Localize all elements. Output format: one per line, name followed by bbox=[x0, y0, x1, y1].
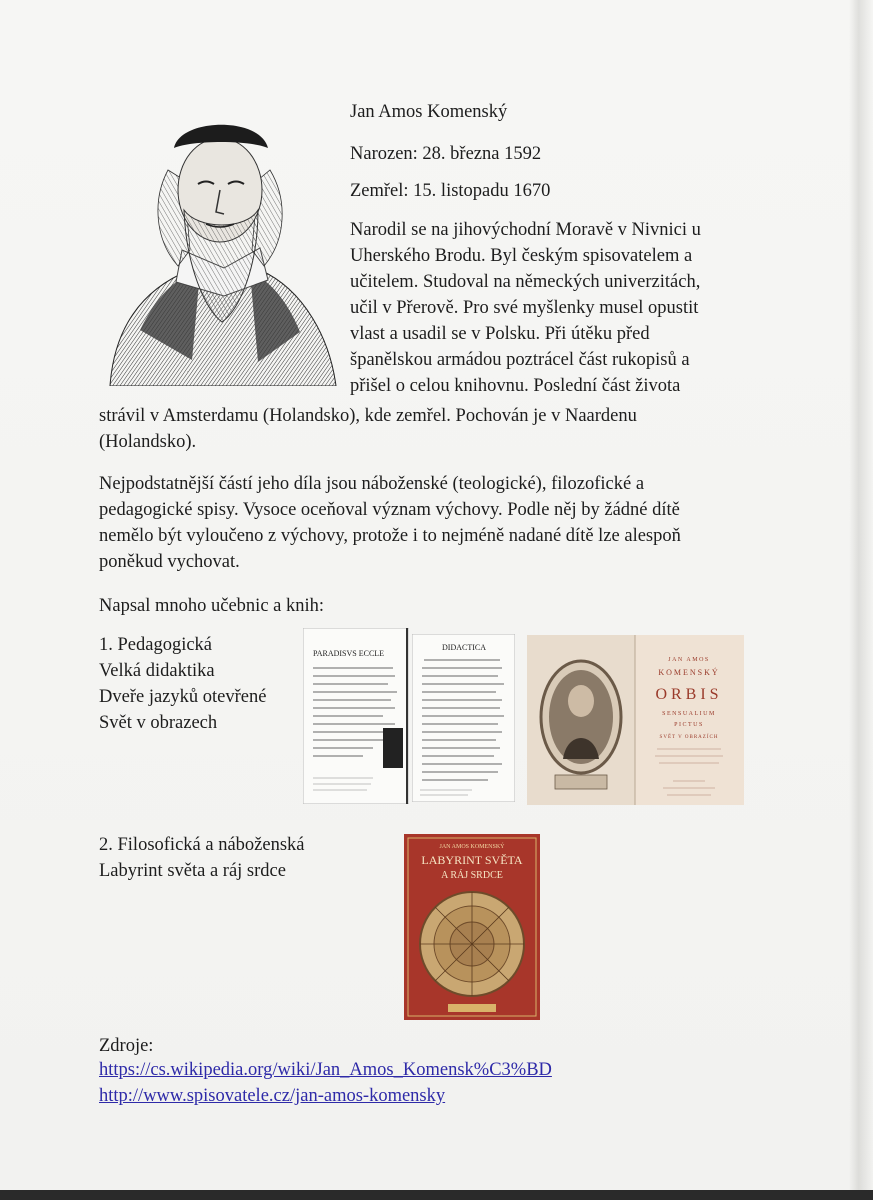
books-intro: Napsal mnoho učebnic a knih: bbox=[99, 596, 325, 616]
orbis-subtitle-2: PICTUS bbox=[674, 722, 704, 728]
bio-line: vlast a usadil se v Polsku. Při útěku před bbox=[350, 324, 650, 344]
category-title: 2. Filosofická a náboženská bbox=[99, 835, 305, 855]
category-title: 1. Pedagogická bbox=[99, 635, 213, 655]
orbis-subtitle-3: SVĚT V OBRAZÍCH bbox=[659, 735, 719, 740]
work-line: pedagogické spisy. Vysoce oceňoval význam výchovy. Podle něj by žádné dítě bbox=[99, 500, 680, 520]
sources-links bbox=[99, 1057, 552, 1109]
manuscript-didactica-image bbox=[412, 634, 515, 802]
work-line: Nejpodstatnější částí jeho díla jsou náboženské (teologické), filozofické a bbox=[99, 474, 645, 494]
person-name: Jan Amos Komenský bbox=[350, 102, 508, 122]
portrait-engraving bbox=[100, 100, 340, 386]
work-line: poněkud vychovat. bbox=[99, 552, 240, 572]
bio-line: učitelem. Studoval na německých univerzitách, bbox=[350, 272, 701, 292]
category-pedagogical bbox=[99, 632, 266, 736]
bio-paragraph-full bbox=[99, 403, 779, 455]
bio-paragraph-right bbox=[350, 217, 745, 399]
bio-line: (Holandsko). bbox=[99, 432, 197, 452]
labyrint-author: JAN AMOS KOMENSKÝ bbox=[439, 844, 505, 850]
orbis-subtitle-1: SENSUALIUM bbox=[662, 711, 716, 717]
orbis-author-top: JAN AMOS bbox=[668, 657, 710, 663]
source-link-wikipedia[interactable]: https://cs.wikipedia.org/wiki/Jan_Amos_Komensk%C3%BD bbox=[99, 1060, 552, 1080]
labyrint-title-1: LABYRINT SVĚTA bbox=[421, 853, 523, 867]
bio-line: učil v Přerově. Pro své myšlenky musel opustit bbox=[350, 298, 699, 318]
manuscript-paradisus-image bbox=[303, 628, 409, 804]
bio-line: Narodil se na jihovýchodní Moravě v Nivnici u bbox=[350, 220, 701, 240]
scan-edge-shadow bbox=[849, 0, 873, 1200]
orbis-author: KOMENSKÝ bbox=[658, 668, 720, 677]
book-title: Svět v obrazech bbox=[99, 713, 218, 733]
work-paragraph bbox=[99, 471, 779, 575]
orbis-title: ORBIS bbox=[655, 686, 723, 703]
sources-label: Zdroje: bbox=[99, 1036, 154, 1056]
manuscript2-heading: DIDACTICA bbox=[442, 643, 486, 652]
bio-line: Uherského Brodu. Byl českým spisovatelem a bbox=[350, 246, 693, 266]
category-philosophical bbox=[99, 832, 305, 884]
scan-bottom-edge bbox=[0, 1190, 873, 1200]
birth-date: Narozen: 28. března 1592 bbox=[350, 144, 542, 164]
death-date: Zemřel: 15. listopadu 1670 bbox=[350, 181, 551, 201]
book-title: Labyrint světa a ráj srdce bbox=[99, 861, 286, 881]
manuscript1-heading: PARADISVS ECCLE bbox=[313, 649, 385, 658]
bio-line: strávil v Amsterdamu (Holandsko), kde zemřel. Pochován je v Naardenu bbox=[99, 406, 637, 426]
book-title: Dveře jazyků otevřené bbox=[99, 687, 267, 707]
orbis-pictus-image bbox=[527, 635, 744, 805]
bio-line: španělskou armádou poztrácel část rukopisů a bbox=[350, 350, 690, 370]
book-title: Velká didaktika bbox=[99, 661, 215, 681]
bio-line: přišel o celou knihovnu. Poslední část života bbox=[350, 376, 681, 396]
labyrint-title-2: A RÁJ SRDCE bbox=[441, 870, 503, 881]
work-line: nemělo být vyloučeno z výchovy, protože i to nejméně nadané dítě lze alespoň bbox=[99, 526, 681, 546]
labyrint-cover-image bbox=[404, 834, 540, 1020]
source-link-spisovatele[interactable]: http://www.spisovatele.cz/jan-amos-komensky bbox=[99, 1086, 446, 1106]
